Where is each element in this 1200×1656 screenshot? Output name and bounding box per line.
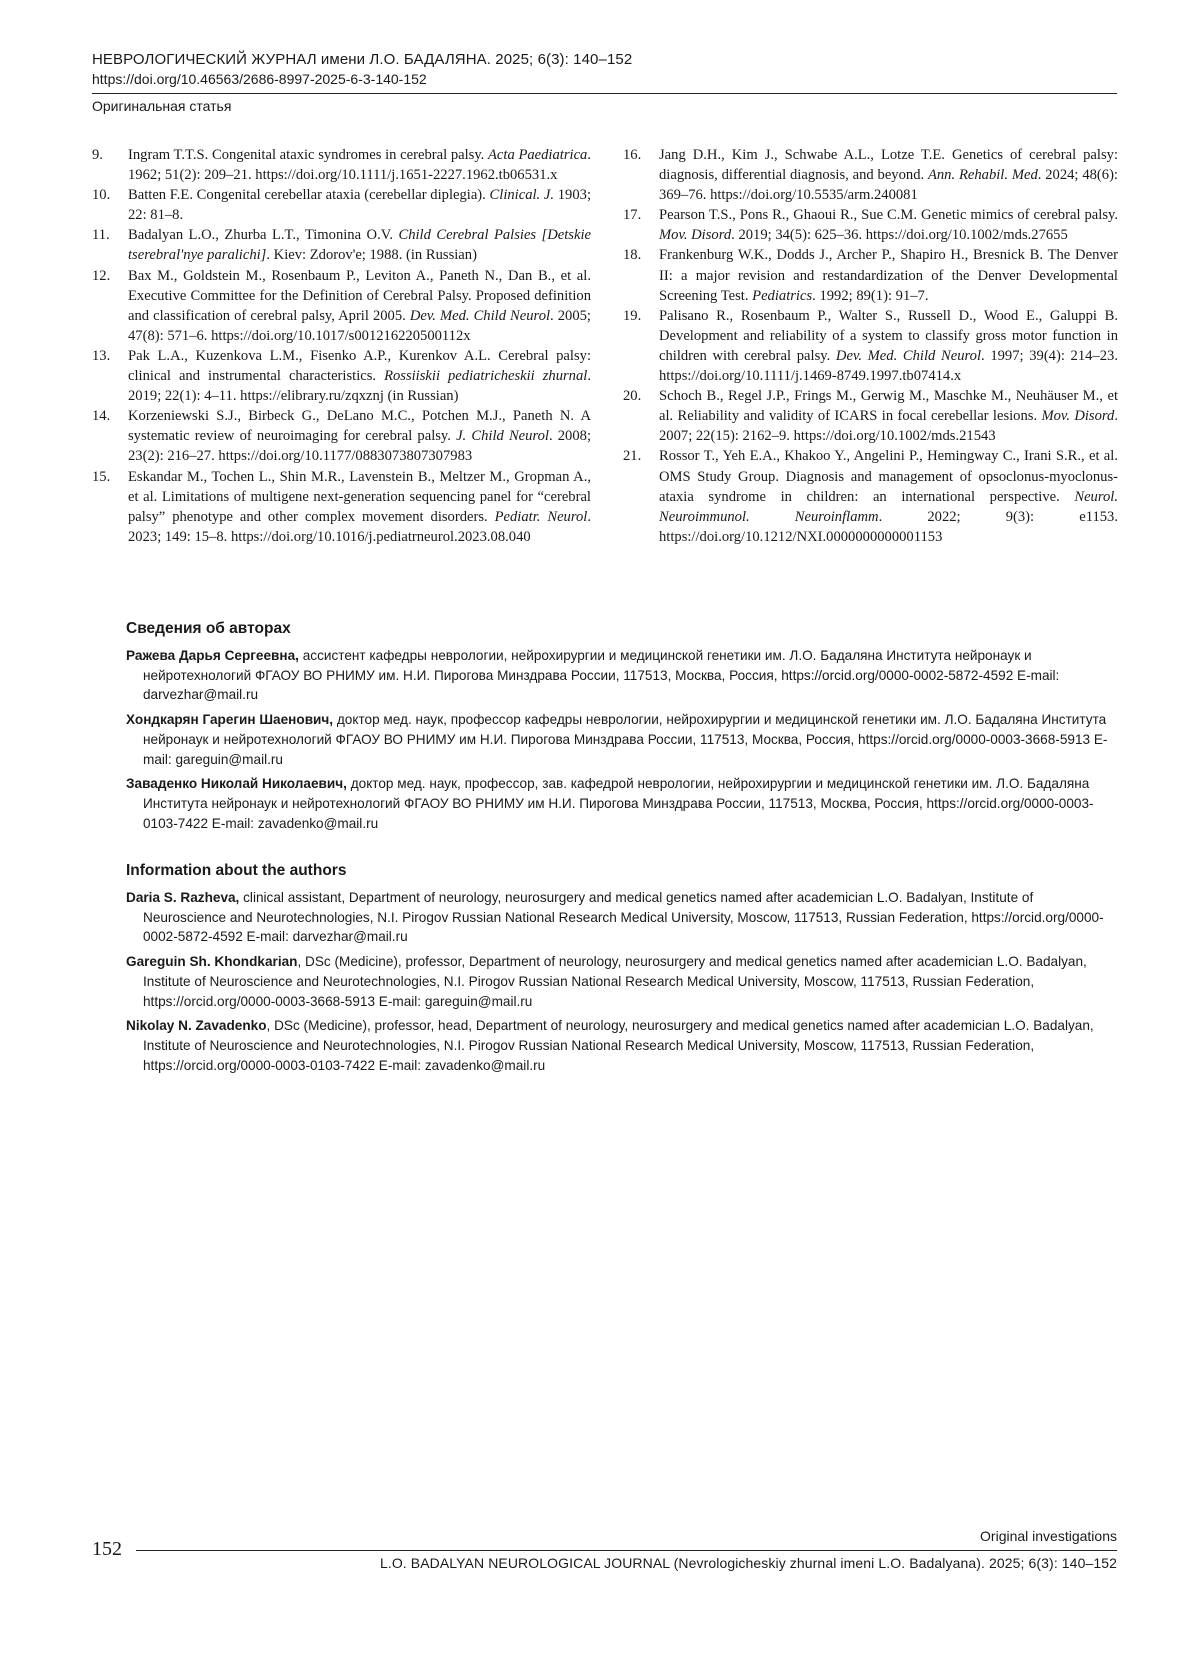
page-header	[92, 50, 1117, 116]
reference-text: Pak L.A., Kuzenkova L.M., Fisenko A.P., Kurenkov A.L. Cerebral palsy: clinical and instrumental characteristics. Rossiiskii pediatricheskii zhurnal. 2019; 22(1): 4–11. https://elibrary.ru/zqxznj (in Russian)	[128, 347, 591, 405]
author-details: clinical assistant, Department of neurology, neurosurgery and medical genetics named after academician L.O. Badalyan, Institute of Neuroscience and Neurotechnologies, N.I. Pirogov Russian National Research Medical University, Moscow, 117513, Russian Federation, https://orcid.org/0000-0002-5872-4592 E-mail: darvezhar@mail.ru	[143, 890, 1104, 945]
authors-english-heading: Information about the authors	[126, 862, 347, 879]
reference-item	[92, 467, 591, 547]
references-left-column	[92, 145, 591, 547]
article-section: Оригинальная статья	[92, 98, 232, 114]
reference-number: 17.	[623, 207, 642, 224]
article-doi[interactable]: https://doi.org/10.46563/2686-8997-2025-6-3-140-152	[92, 71, 427, 87]
reference-text: Rossor T., Yeh E.A., Khakoo Y., Angelini P., Hemingway C., Irani S.R., et al. OMS Study Group. Diagnosis and management of opsoclonus-myoclonus-ataxia syndrome in children: an international perspective. Neurol. Neuroimmunol. Neuroinflamm. 2022; 9(3): e1153. https://doi.org/10.1212/NXI.0000000000001153	[659, 448, 1118, 545]
footer-journal: L.O. BADALYAN NEUROLOGICAL JOURNAL (Nevrologicheskiy zhurnal imeni L.O. Badalyana). 2025; 6(3): 140–152	[379, 1555, 1117, 1571]
reference-item	[623, 145, 1118, 205]
reference-number: 18.	[623, 247, 642, 264]
reference-text: Badalyan L.O., Zhurba L.T., Timonina O.V. Child Cerebral Palsies [Detskie tserebral'nye paralichi]. Kiev: Zdorov'e; 1988. (in Russian)	[128, 227, 591, 264]
author-entry	[126, 888, 1116, 947]
authors-russian	[126, 618, 1116, 838]
reference-text: Palisano R., Rosenbaum P., Walter S., Russell D., Wood E., Galuppi B. Development and reliability of a system to classify gross motor function in children with cerebral palsy. Dev. Med. Child Neurol. 1997; 39(4): 214–23. https://doi.org/10.1111/j.1469-8749.1997.tb07414.x	[659, 307, 1118, 385]
reference-number: 11.	[92, 227, 110, 244]
reference-text: Batten F.E. Congenital cerebellar ataxia (cerebellar diplegia). Clinical. J. 1903; 22: 81–8.	[128, 187, 592, 224]
author-name: Заваденко Николай Николаевич,	[126, 776, 347, 792]
reference-item	[623, 446, 1118, 546]
reference-text: Frankenburg W.K., Dodds J., Archer P., Shapiro H., Bresnick B. The Denver II: a major revision and restandardization of the Denver Developmental Screening Test. Pediatrics. 1992; 89(1): 91–7.	[659, 247, 1118, 304]
author-details: , DSc (Medicine), professor, head, Department of neurology, neurosurgery and medical genetics named after academician L.O. Badalyan, Institute of Neuroscience and Neurotechnologies, N.I. Pirogov Russian National Research Medical University, Moscow, 117513, Russian Federation, https://orcid.org/0000-0003-0103-7422 E-mail: zavadenko@mail.ru	[143, 1018, 1094, 1073]
author-entry	[126, 646, 1116, 705]
reference-item	[92, 406, 591, 466]
author-name: Ражева Дарья Сергеевна,	[126, 648, 299, 663]
reference-item	[92, 185, 591, 225]
author-name: Nikolay N. Zavadenko	[126, 1018, 267, 1034]
author-details: , DSc (Medicine), professor, Department of neurology, neurosurgery and medical genetics named after academician L.O. Badalyan, Institute of Neuroscience and Neurotechnologies, N.I. Pirogov Russian National Research Medical University, Moscow, 117513, Russian Federation, https://orcid.org/0000-0003-3668-5913 E-mail: gareguin@mail.ru	[143, 954, 1087, 1009]
reference-item	[623, 386, 1118, 446]
reference-item	[92, 225, 591, 265]
reference-text: Ingram T.T.S. Congenital ataxic syndromes in cerebral palsy. Acta Paediatrica. 1962; 51(2): 209–21. https://doi.org/10.1111/j.1651-2227.1962.tb06531.x	[128, 147, 591, 184]
author-entry	[126, 710, 1116, 769]
author-entry	[126, 1016, 1116, 1075]
reference-number: 19.	[623, 307, 642, 324]
reference-text: Bax M., Goldstein M., Rosenbaum P., Leviton A., Paneth N., Dan B., et al. Executive Committee for the Definition of Cerebral Palsy. Proposed definition and classification of cerebral palsy, April 2005. Dev. Med. Child Neurol. 2005; 47(8): 571–6. https://doi.org/10.1017/s001216220500112x	[128, 267, 591, 344]
authors-russian-list	[126, 646, 1116, 833]
reference-item	[92, 145, 591, 185]
reference-number: 21.	[623, 448, 642, 465]
reference-number: 10.	[92, 187, 111, 204]
reference-item	[92, 266, 591, 346]
reference-item	[623, 205, 1118, 245]
reference-number: 12.	[92, 267, 111, 284]
author-details: доктор мед. наук, профессор, зав. кафедрой неврологии, нейрохирургии и медицинской генетики им. Л.О. Бадаляна Института нейронаук и нейротехнологий ФГАОУ ВО РНИМУ им Н.И. Пирогова Минздрава России, 117513, Москва, Россия, https://orcid.org/0000-0003-0103-7422 E-mail: zavadenko@mail.ru	[143, 776, 1094, 831]
footer-rule	[136, 1550, 1117, 1551]
reference-text: Jang D.H., Kim J., Schwabe A.L., Lotze T.E. Genetics of cerebral palsy: diagnosis, differential diagnosis, and beyond. Ann. Rehabil. Med. 2024; 48(6): 369–76. https://doi.org/10.5535/arm.240081	[659, 147, 1118, 204]
author-details: доктор мед. наук, профессор кафедры неврологии, нейрохирургии и медицинской генетики им. Л.О. Бадаляна Института нейронаук и нейротехнологий ФГАОУ ВО РНИМУ им Н.И. Пирогова Минздрава России, 117513, Москва, Россия, https://orcid.org/0000-0003-3668-5913 E-mail: gareguin@mail.ru	[143, 712, 1108, 767]
reference-text: Eskandar M., Tochen L., Shin M.R., Lavenstein B., Meltzer M., Gropman A., et al. Limitations of multigene next-generation sequencing panel for “cerebral palsy” phenotype and other complex movement disorders. Pediatr. Neurol. 2023; 149: 15–8. https://doi.org/10.1016/j.pediatrneurol.2023.08.040	[128, 468, 591, 545]
author-name: Daria S. Razheva,	[126, 890, 240, 905]
reference-number: 15.	[92, 468, 111, 485]
author-name: Хондкарян Гарегин Шаенович,	[126, 712, 334, 728]
page-footer	[92, 1528, 1117, 1588]
authors-english-list	[126, 888, 1116, 1075]
author-details: ассистент кафедры неврологии, нейрохирургии и медицинской генетики им. Л.О. Бадаляна Института нейронаук и нейротехнологий ФГАОУ ВО РНИМУ им. Н.И. Пирогова Минздрава России, 117513, Москва, Россия, https://orcid.org/0000-0002-5872-4592 E-mail: darvezhar@mail.ru	[143, 648, 1060, 703]
reference-item	[92, 346, 591, 406]
reference-number: 13.	[92, 347, 111, 364]
authors-russian-heading: Сведения об авторах	[126, 620, 291, 637]
reference-item	[623, 306, 1118, 386]
page-number: 152	[92, 1538, 122, 1560]
authors-english	[126, 860, 1116, 1080]
reference-text: Korzeniewski S.J., Birbeck G., DeLano M.C., Potchen M.J., Paneth N. A systematic review of neuroimaging for cerebral palsy. J. Child Neurol. 2008; 23(2): 216–27. https://doi.org/10.1177/0883073807307983	[128, 408, 591, 465]
reference-text: Schoch B., Regel J.P., Frings M., Gerwig M., Maschke M., Neuhäuser M., et al. Reliability and validity of ICARS in focal cerebellar lesions. Mov. Disord. 2007; 22(15): 2162–9. https://doi.org/10.1002/mds.21543	[659, 388, 1118, 445]
journal-title: НЕВРОЛОГИЧЕСКИЙ ЖУРНАЛ имени Л.О. БАДАЛЯНА. 2025; 6(3): 140–152	[92, 51, 633, 68]
footer-section: Original investigations	[980, 1528, 1117, 1544]
references-right-column	[623, 145, 1118, 547]
reference-number: 20.	[623, 388, 642, 405]
author-entry	[126, 952, 1116, 1011]
header-rule	[92, 93, 1117, 94]
reference-text: Pearson T.S., Pons R., Ghaoui R., Sue C.M. Genetic mimics of cerebral palsy. Mov. Disord. 2019; 34(5): 625–36. https://doi.org/10.1002/mds.27655	[659, 207, 1118, 244]
author-entry	[126, 774, 1116, 833]
reference-number: 14.	[92, 408, 111, 425]
author-name: Gareguin Sh. Khondkarian	[126, 954, 298, 970]
reference-number: 16.	[623, 147, 642, 163]
reference-item	[623, 245, 1118, 305]
reference-number: 9.	[92, 147, 103, 163]
